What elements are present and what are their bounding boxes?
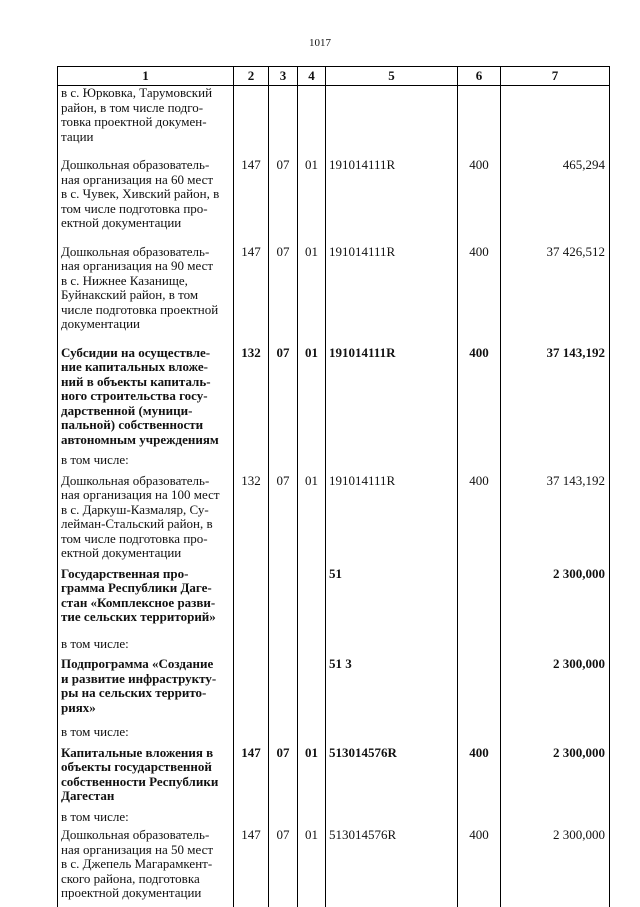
row-col2-cell: 147 <box>234 828 269 907</box>
row-col2-cell: 147 <box>234 245 269 346</box>
table-row <box>58 567 610 637</box>
row-amount-cell: 37 426,512 <box>501 245 610 346</box>
row-amount-cell: 2 300,000 <box>501 567 610 637</box>
row-name-line: грамма Республики Даге- <box>61 580 212 595</box>
row-name-line: ная организация на 90 мест <box>61 258 214 273</box>
row-name-cell <box>58 828 234 907</box>
row-col6-cell <box>458 567 501 637</box>
row-col3-cell <box>269 567 298 637</box>
row-name-line: том числе подготовка про- <box>61 530 208 546</box>
row-code-cell <box>326 725 458 746</box>
row-col2-cell <box>234 567 269 637</box>
row-name-line: пальной) собственности <box>61 417 204 432</box>
row-name-cell <box>58 810 234 829</box>
row-name-line: в том числе: <box>61 452 129 467</box>
table-row <box>58 828 610 907</box>
row-name-cell <box>58 657 234 725</box>
row-col4-cell: 01 <box>298 346 326 454</box>
row-col2-cell: 132 <box>234 474 269 567</box>
row-name-cell <box>58 725 234 746</box>
row-name-line: ского района, подготовка <box>61 870 200 886</box>
table-row <box>58 86 610 159</box>
row-col3-cell: 07 <box>269 746 298 810</box>
row-col3-cell <box>269 725 298 746</box>
header-cell: 7 <box>501 67 610 86</box>
row-col2-cell <box>234 453 269 474</box>
row-name-line: автономным учреждениям <box>61 431 219 447</box>
row-name-line: в с. Джепель Магарамкент- <box>61 856 213 871</box>
row-code-cell: 513014576R <box>326 828 458 907</box>
row-col3-cell <box>269 86 298 159</box>
row-col6-cell: 400 <box>458 828 501 907</box>
row-col6-cell <box>458 86 501 159</box>
row-name-line: Дошкольная образователь- <box>61 472 210 488</box>
row-name-line: стан «Комплексное разви- <box>61 594 216 610</box>
row-amount-cell: 2 300,000 <box>501 657 610 725</box>
row-name-line: в с. Нижнее Казанище, <box>61 272 188 288</box>
table-row <box>58 725 610 746</box>
row-name-line: дарственной (муници- <box>61 402 193 418</box>
row-name-line: собственности Республики <box>61 773 219 789</box>
row-col6-cell <box>458 725 501 746</box>
row-col4-cell: 01 <box>298 828 326 907</box>
row-name-line: в том числе: <box>61 724 129 739</box>
row-col2-cell <box>234 657 269 725</box>
row-name-line: в том числе: <box>61 635 129 651</box>
row-name-line: тие сельских территорий» <box>61 609 216 624</box>
row-name-cell <box>58 453 234 474</box>
row-col6-cell: 400 <box>458 746 501 810</box>
row-name-line: ная организация на 100 мест <box>61 487 220 502</box>
header-cell: 3 <box>269 67 298 86</box>
table-row <box>58 637 610 658</box>
row-col2-cell <box>234 810 269 829</box>
row-code-cell: 191014111R <box>326 158 458 245</box>
row-code-cell: 51 3 <box>326 657 458 725</box>
row-col4-cell <box>298 810 326 829</box>
row-name-line: документации <box>61 316 141 331</box>
row-name-line: Капитальные вложения в <box>61 744 214 760</box>
row-name-cell <box>58 567 234 637</box>
row-code-cell: 191014111R <box>326 346 458 454</box>
row-col3-cell <box>269 453 298 474</box>
row-name-line: числе подготовка проектной <box>61 301 219 317</box>
table-row <box>58 245 610 346</box>
row-col4-cell <box>298 725 326 746</box>
row-col6-cell <box>458 810 501 829</box>
row-name-line: район, в том числе подго- <box>61 99 204 115</box>
row-amount-cell <box>501 453 610 474</box>
row-name-line: в с. Даркуш-Казмаляр, Су- <box>61 501 209 517</box>
row-name-line: Государственная про- <box>61 565 189 581</box>
row-col6-cell: 400 <box>458 245 501 346</box>
table-row <box>58 746 610 810</box>
row-name-cell <box>58 346 234 454</box>
row-name-cell <box>58 746 234 810</box>
row-code-cell: 191014111R <box>326 245 458 346</box>
row-code-cell: 513014576R <box>326 746 458 810</box>
row-name-line: в том числе: <box>61 808 129 824</box>
row-col3-cell <box>269 637 298 658</box>
row-name-line: Дошкольная образователь- <box>61 827 210 842</box>
row-name-line: объекты государственной <box>61 759 212 774</box>
row-amount-cell: 37 143,192 <box>501 474 610 567</box>
header-cell: 1 <box>58 67 234 86</box>
row-code-cell <box>326 86 458 159</box>
row-name-line: Буйнакский район, в том <box>61 287 199 302</box>
row-name-line: Субсидии на осуществле- <box>61 344 211 360</box>
table-row <box>58 346 610 454</box>
row-amount-cell: 2 300,000 <box>501 828 610 907</box>
row-col3-cell: 07 <box>269 346 298 454</box>
row-name-line: Дагестан <box>61 788 115 803</box>
row-amount-cell: 2 300,000 <box>501 746 610 810</box>
row-name-cell <box>58 637 234 658</box>
row-col4-cell <box>298 453 326 474</box>
row-name-line: ектной документации <box>61 545 182 560</box>
row-col3-cell: 07 <box>269 158 298 245</box>
row-name-line: в с. Чувек, Хивский район, в <box>61 186 220 201</box>
header-cell: 6 <box>458 67 501 86</box>
row-amount-cell: 465,294 <box>501 158 610 245</box>
row-code-cell: 191014111R <box>326 474 458 567</box>
row-name-line: ектной документации <box>61 215 182 230</box>
row-name-line: риях» <box>61 699 96 715</box>
row-col6-cell <box>458 453 501 474</box>
row-col2-cell <box>234 637 269 658</box>
row-code-cell: 51 <box>326 567 458 637</box>
row-col4-cell <box>298 657 326 725</box>
row-name-line: Дошкольная образователь- <box>61 243 210 259</box>
row-amount-cell <box>501 86 610 159</box>
row-amount-cell: 37 143,192 <box>501 346 610 454</box>
row-col4-cell: 01 <box>298 158 326 245</box>
row-col3-cell: 07 <box>269 245 298 346</box>
row-name-line: ние капитальных вложе- <box>61 359 208 374</box>
row-name-line: том числе подготовка про- <box>61 200 208 216</box>
table-row <box>58 453 610 474</box>
row-col4-cell: 01 <box>298 474 326 567</box>
row-col2-cell <box>234 725 269 746</box>
row-amount-cell <box>501 637 610 658</box>
row-col4-cell <box>298 567 326 637</box>
row-name-line: ного строительства госу- <box>61 388 208 403</box>
header-cell: 5 <box>326 67 458 86</box>
row-code-cell <box>326 637 458 658</box>
row-col3-cell: 07 <box>269 474 298 567</box>
row-name-line: товка проектной докумен- <box>61 114 207 129</box>
row-col2-cell: 147 <box>234 158 269 245</box>
row-name-cell <box>58 245 234 346</box>
row-col2-cell: 132 <box>234 346 269 454</box>
header-cell: 2 <box>234 67 269 86</box>
row-col4-cell: 01 <box>298 746 326 810</box>
row-col4-cell <box>298 86 326 159</box>
row-col2-cell: 147 <box>234 746 269 810</box>
row-col6-cell: 400 <box>458 158 501 245</box>
row-name-line: и развитие инфраструкту- <box>61 670 217 686</box>
budget-table <box>57 66 610 907</box>
row-name-cell <box>58 158 234 245</box>
row-col3-cell: 07 <box>269 828 298 907</box>
table-body <box>58 86 610 907</box>
row-col6-cell: 400 <box>458 474 501 567</box>
row-name-cell <box>58 474 234 567</box>
table-row <box>58 810 610 829</box>
table-row <box>58 657 610 725</box>
row-name-line: ний в объекты капиталь- <box>61 373 211 389</box>
page-number: 1017 <box>309 37 331 49</box>
row-name-line: тации <box>61 128 94 144</box>
row-col4-cell: 01 <box>298 245 326 346</box>
row-col6-cell <box>458 637 501 658</box>
row-name-line: ная организация на 50 мест <box>61 841 214 857</box>
row-name-line: ная организация на 60 мест <box>61 171 214 187</box>
row-col2-cell <box>234 86 269 159</box>
row-name-line: проектной документации <box>61 885 202 900</box>
row-code-cell <box>326 453 458 474</box>
row-amount-cell <box>501 725 610 746</box>
table-row <box>58 158 610 245</box>
row-amount-cell <box>501 810 610 829</box>
row-code-cell <box>326 810 458 829</box>
row-col6-cell: 400 <box>458 346 501 454</box>
header-row <box>58 67 610 86</box>
row-name-line: ры на сельских террито- <box>61 685 207 700</box>
row-name-line: Дошкольная образователь- <box>61 157 210 172</box>
row-col6-cell <box>458 657 501 725</box>
header-cell: 4 <box>298 67 326 86</box>
row-name-line: лейман-Стальский район, в <box>61 516 213 531</box>
row-name-line: в с. Юрковка, Тарумовский <box>61 85 213 100</box>
table-row <box>58 474 610 567</box>
row-col4-cell <box>298 637 326 658</box>
row-col3-cell <box>269 810 298 829</box>
row-name-line: Подпрограмма «Создание <box>61 656 214 671</box>
row-name-cell <box>58 86 234 159</box>
row-col3-cell <box>269 657 298 725</box>
